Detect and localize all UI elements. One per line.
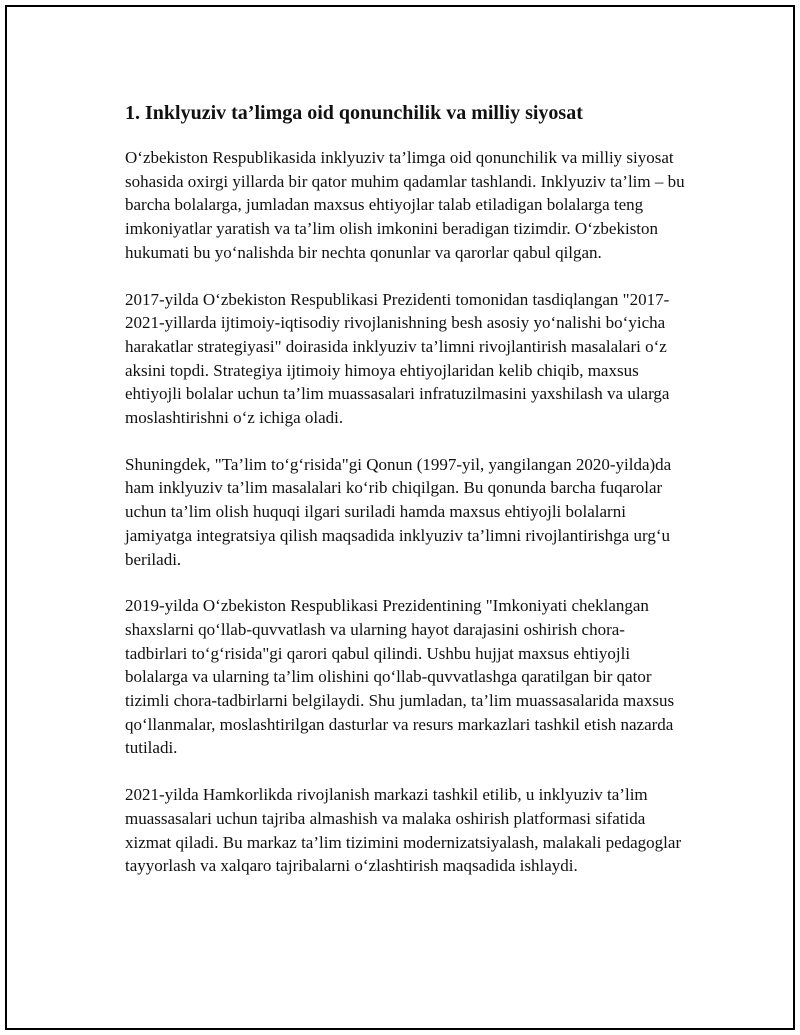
- paragraph-2019-decree: 2019-yilda O‘zbekiston Respublikasi Prezidentining "Imkoniyati cheklangan shaxslarni qo‘llab-quvvatlash va ularning hayot darajasini oshirish chora-tadbirlari to‘g‘risida"gi qarori qabul qilindi. Ushbu hujjat maxsus ehtiyojli bolalarga va ularning ta’lim olishini qo‘llab-quvvatlashga qaratilgan bir qator tizimli chora-tadbirlarni belgilaydi. Shu jumladan, ta’lim muassasalarida maxsus qo‘llanmalar, moslashtirilgan dasturlar va resurs markazlari tashkil etish nazarda tutiladi.: [125, 596, 675, 758]
- paragraph-intro: O‘zbekiston Respublikasida inklyuziv ta’limga oid qonunchilik va milliy siyosat sohasida oxirgi yillarda bir qator muhim qadamlar tashlandi. Inklyuziv ta’lim – bu barcha bolalarga, jumladan maxsus ehtiyojlar talab etiladigan bolalarga teng imkoniyatlar yaratish va ta’lim olish imkonini beradigan tizimdir. O‘zbekiston hukumati bu yo‘nalishda bir nechta qonunlar va qarorlar qabul qilgan.: [125, 148, 685, 262]
- document-body: [125, 99, 685, 901]
- paragraph-2021-center: 2021-yilda Hamkorlikda rivojlanish markazi tashkil etilib, u inklyuziv ta’lim muassasalari uchun tajriba almashish va malaka oshirish platformasi sifatida xizmat qiladi. Bu markaz ta’lim tizimini modernizatsiyalash, malakali pedagoglar tayyorlash va xalqaro tajribalarni o‘zlashtirish maqsadida ishlaydi.: [125, 785, 682, 876]
- page-frame: [5, 5, 795, 1030]
- paragraph-2017-strategy: 2017-yilda O‘zbekiston Respublikasi Prezidenti tomonidan tasdiqlangan "2017-2021-yillarda ijtimoiy-iqtisodiy rivojlanishning besh asosiy yo‘nalishi bo‘yicha harakatlar strategiyasi" doirasida inklyuziv ta’limni rivojlantirish masalalari o‘z aksini topdi. Strategiya ijtimoiy himoya ehtiyojlaridan kelib chiqib, maxsus ehtiyojli bolalar uchun ta’lim muassasalari infratuzilmasini yaxshilash va ularga moslashtirishni o‘z ichiga oladi.: [125, 289, 670, 428]
- paragraph-education-law: Shuningdek, "Ta’lim to‘g‘risida"gi Qonun (1997-yil, yangilangan 2020-yilda)da ham inklyuziv ta’lim masalalari ko‘rib chiqilgan. Bu qonunda barcha fuqarolar uchun ta’lim olish huquqi ilgari suriladi hamda maxsus ehtiyojli bolalarni jamiyatga integratsiya qilish maqsadida inklyuziv ta’limni rivojlantirishga urg‘u beriladi.: [125, 454, 672, 569]
- section-heading: 1. Inklyuziv ta’limga oid qonunchilik va milliy siyosat: [125, 102, 583, 124]
